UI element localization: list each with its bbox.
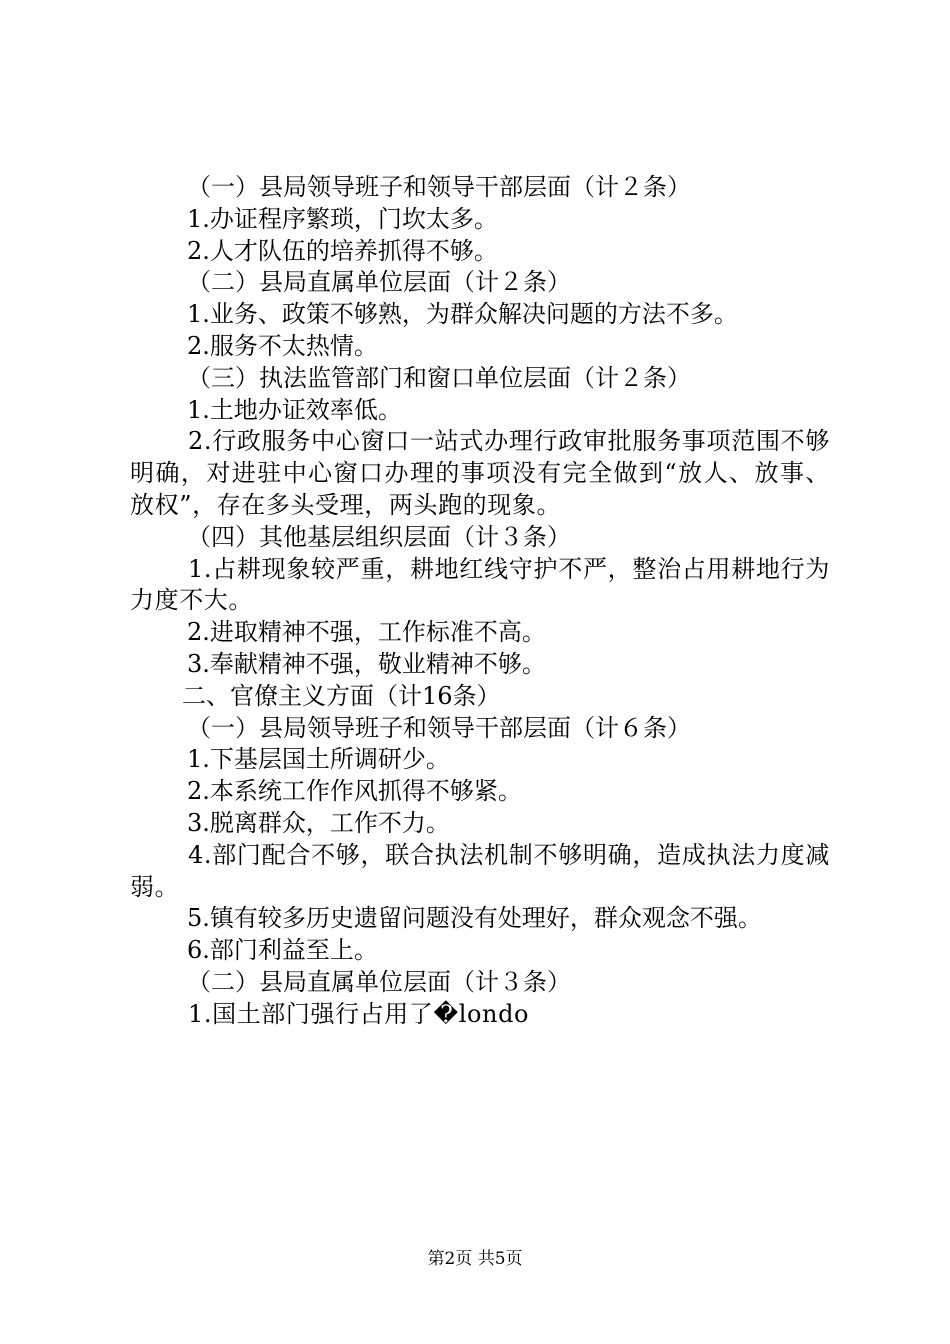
list-item: 3.奉献精神不强，敬业精神不够。 [187, 649, 546, 678]
list-item: 1.国土部门强行占用了�londo [188, 999, 530, 1028]
list-item: 1.下基层国土所调研少。 [187, 745, 450, 774]
subheading: （一）县局领导班子和领导干部层面（计６条） [187, 713, 691, 742]
subheading: （二）县局直属单位层面（计２条） [187, 268, 571, 297]
list-item: 1.业务、政策不够熟，为群众解决问题的方法不多。 [187, 300, 738, 329]
list-item: 2.行政服务中心窗口一站式办理行政审批服务事项范围不够明确，对进驻中心窗口办理的事项没有完全做到“放人、放事、放权”，存在多头受理，两头跑的现象。 [130, 427, 830, 519]
subheading: （二）县局直属单位层面（计３条） [187, 967, 571, 996]
list-item: 2.服务不太热情。 [187, 331, 378, 360]
document-body [130, 172, 830, 1031]
list-item: 2.人才队伍的培养抓得不够。 [187, 236, 498, 265]
list-item: 3.脱离群众，工作不力。 [187, 808, 450, 837]
subheading: （一）县局领导班子和领导干部层面（计２条） [187, 173, 691, 201]
list-item: 2.本系统工作作风抓得不够紧。 [187, 777, 522, 806]
list-item: 4.部门配合不够，联合执法机制不够明确，造成执法力度减弱。 [130, 840, 830, 901]
list-item: 5.镇有较多历史遗留问题没有处理好，群众观念不强。 [187, 904, 762, 933]
list-item: 1.土地办证效率低。 [187, 395, 402, 424]
subheading: （四）其他基层组织层面（计３条） [187, 522, 571, 551]
list-item: 6.部门利益至上。 [187, 936, 378, 965]
subheading: （三）执法监管部门和窗口单位层面（计２条） [187, 363, 691, 392]
page-footer: 第2页 共5页 [427, 1249, 523, 1269]
list-item: 1.占耕现象较严重，耕地红线守护不严，整治占用耕地行为力度不大。 [130, 554, 830, 615]
section-heading: 二、官僚主义方面（计16条） [182, 681, 501, 710]
list-item: 1.办证程序繁琐，门坎太多。 [187, 204, 498, 233]
list-item: 2.进取精神不强，工作标准不高。 [187, 618, 546, 647]
